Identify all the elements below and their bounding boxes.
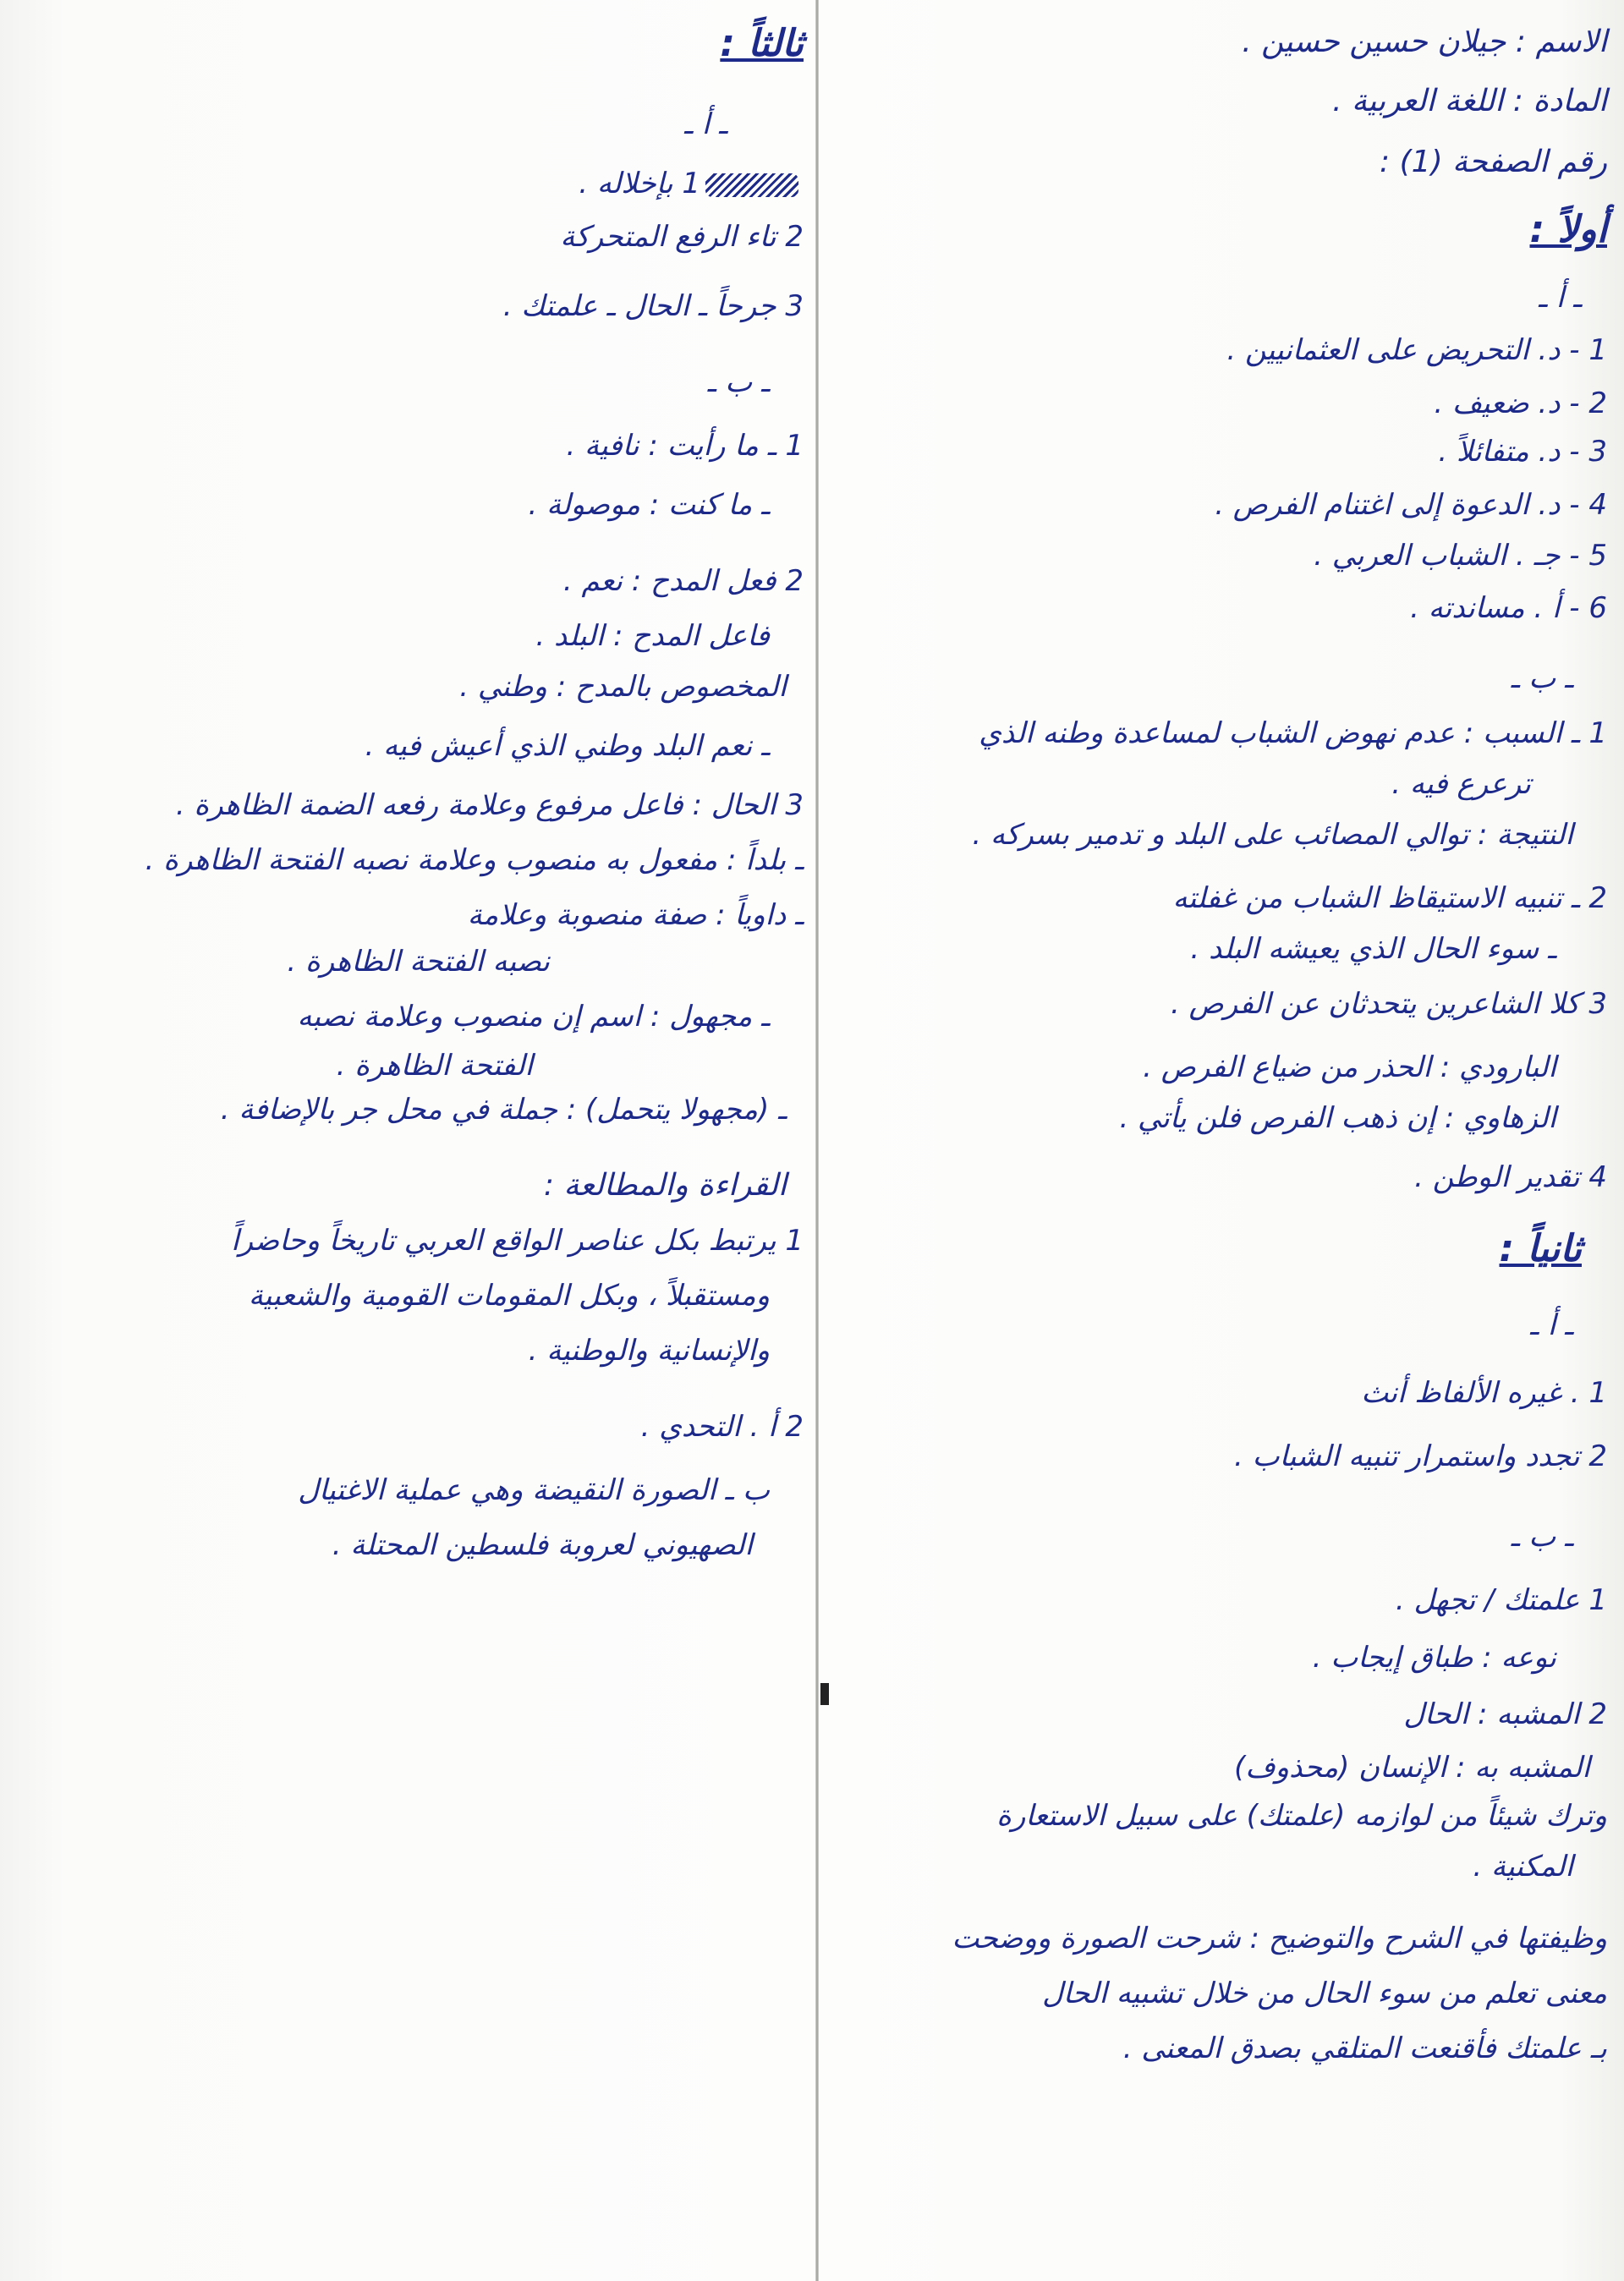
part-a-label: ـ أ ـ bbox=[684, 107, 727, 141]
answer-line: 2 ـ تنبيه الاستيقاظ الشباب من غفلته bbox=[1172, 881, 1607, 915]
answer-line: 3 الحال : فاعل مرفوع وعلامة رفعه الضمة الظاهرة . bbox=[175, 788, 804, 822]
part-b-label: ـ ب ـ bbox=[1511, 661, 1573, 695]
answer-line: نوعه : طباق إيجاب . bbox=[1312, 1641, 1556, 1675]
answer-line: ـ سوء الحال الذي يعيشه البلد . bbox=[1190, 932, 1556, 966]
student-name: الاسم : جيلان حسين حسين . bbox=[1242, 25, 1607, 59]
answer-line: 1 ـ ما رأيت : نافية . bbox=[566, 429, 804, 463]
answer-line: المخصوص بالمدح : وطني . bbox=[459, 670, 787, 704]
answer-line: معنى تعلم من سوء الحال من خلال تشبيه الحال bbox=[1042, 1977, 1607, 2010]
part-b-label: ـ ب ـ bbox=[707, 365, 770, 399]
answer-line: فاعل المدح : البلد . bbox=[535, 619, 770, 653]
subject-line: المادة : اللغة العربية . bbox=[1332, 84, 1607, 118]
answer-line: وظيفتها في الشرح والتوضيح : شرحت الصورة ووضحت bbox=[952, 1922, 1607, 1955]
fold-mark bbox=[820, 1683, 829, 1705]
section-third-title: ثالثاً : bbox=[720, 22, 804, 65]
answer-line: المكنية . bbox=[1473, 1850, 1573, 1883]
section-second-title: ثانياً : bbox=[1499, 1227, 1582, 1270]
answer-line: 1 . غيره الألفاظ أنث bbox=[1361, 1376, 1607, 1410]
answer-line: الزهاوي : إن ذهب الفرص فلن يأتي . bbox=[1119, 1101, 1556, 1135]
answer-line: ـ مجهول : اسم إن منصوب وعلامة نصبه bbox=[297, 1000, 770, 1034]
answer-line: بـ علمتك فأقنعت المتلقي بصدق المعنى . bbox=[1122, 2032, 1607, 2065]
answer-line: ـ (مجهولا يتحمل) : جملة في محل جر بالإضافة . bbox=[220, 1093, 787, 1127]
reading-title: القراءة والمطالعة : bbox=[543, 1168, 787, 1203]
answer-line: 1 بإخلاله . bbox=[579, 165, 804, 202]
answer-line: 2 أ . التحدي . bbox=[640, 1410, 804, 1444]
section-first-title: أولاً : bbox=[1529, 208, 1607, 251]
crossed-out-word bbox=[705, 173, 798, 197]
answer-line: ترعرع فيه . bbox=[1391, 767, 1531, 801]
answer-line: الصهيوني لعروبة فلسطين المحتلة . bbox=[332, 1528, 753, 1562]
answer-line: الفتحة الظاهرة . bbox=[336, 1049, 533, 1083]
answer-line: 2 فعل المدح : نعم . bbox=[562, 564, 804, 598]
page-fold-line bbox=[815, 0, 819, 2281]
answer-line: ـ ما كنت : موصولة . bbox=[528, 488, 770, 522]
page-number: رقم الصفحة (1) : bbox=[1380, 145, 1607, 179]
answer-line: 5 - جـ . الشباب العربي . bbox=[1314, 539, 1607, 573]
answer-line: 2 تجدد واستمرار تنبيه الشباب . bbox=[1233, 1439, 1607, 1473]
answer-line: ب ـ الصورة النقيضة وهي عملية الاغتيال bbox=[298, 1473, 770, 1507]
answer-line: والإنسانية والوطنية . bbox=[528, 1334, 770, 1368]
answer-line: 2 - د. ضعيف . bbox=[1434, 387, 1607, 420]
answer-line: 2 المشبه : الحال bbox=[1403, 1697, 1607, 1731]
answer-line: وترك شيئاً من لوازمه (علمتك) على سبيل الاستعارة bbox=[996, 1799, 1607, 1833]
answer-line: 6 - أ . مساندته . bbox=[1410, 591, 1607, 625]
part-a-label: ـ أ ـ bbox=[1539, 281, 1582, 315]
answer-line: 1 ـ السبب : عدم نهوض الشباب لمساعدة وطنه الذي bbox=[979, 716, 1607, 750]
part-a-label: ـ أ ـ bbox=[1530, 1308, 1573, 1342]
answer-line: ـ نعم البلد وطني الذي أعيش فيه . bbox=[365, 729, 770, 763]
answer-line: ومستقبلاً ، وبكل المقومات القومية والشعبية bbox=[248, 1279, 770, 1313]
part-b-label: ـ ب ـ bbox=[1511, 1520, 1573, 1554]
answer-line: 3 كلا الشاعرين يتحدثان عن الفرص . bbox=[1170, 987, 1607, 1021]
answer-line: نصبه الفتحة الظاهرة . bbox=[287, 945, 550, 979]
answer-line: 1 يرتبط بكل عناصر الواقع العربي تاريخاً وحاضراً bbox=[231, 1224, 804, 1258]
answer-line: 1 - د. التحريض على العثمانيين . bbox=[1226, 333, 1607, 367]
answer-line: 3 جرحاً ـ الحال ـ علمتك . bbox=[502, 289, 804, 323]
answer-line: 2 تاء الرفع المتحركة bbox=[560, 220, 804, 254]
answer-line: ـ داوياً : صفة منصوبة وعلامة bbox=[467, 898, 804, 932]
answer-line: البارودي : الحذر من ضياع الفرص . bbox=[1143, 1050, 1556, 1084]
answer-line: المشبه به : الإنسان (محذوف) bbox=[1234, 1751, 1590, 1785]
answer-line: النتيجة : توالي المصائب على البلد و تدمير بسركه . bbox=[972, 818, 1573, 852]
answer-line: 3 - د. متفائلاً . bbox=[1438, 435, 1607, 469]
answer-line: 4 - د. الدعوة إلى اغتنام الفرص . bbox=[1215, 488, 1607, 522]
answer-line: 4 تقدير الوطن . bbox=[1414, 1160, 1607, 1194]
answer-line: 1 علمتك / تجهل . bbox=[1395, 1583, 1607, 1617]
answer-line: ـ بلداً : مفعول به منصوب وعلامة نصبه الفتحة الظاهرة . bbox=[145, 843, 804, 877]
